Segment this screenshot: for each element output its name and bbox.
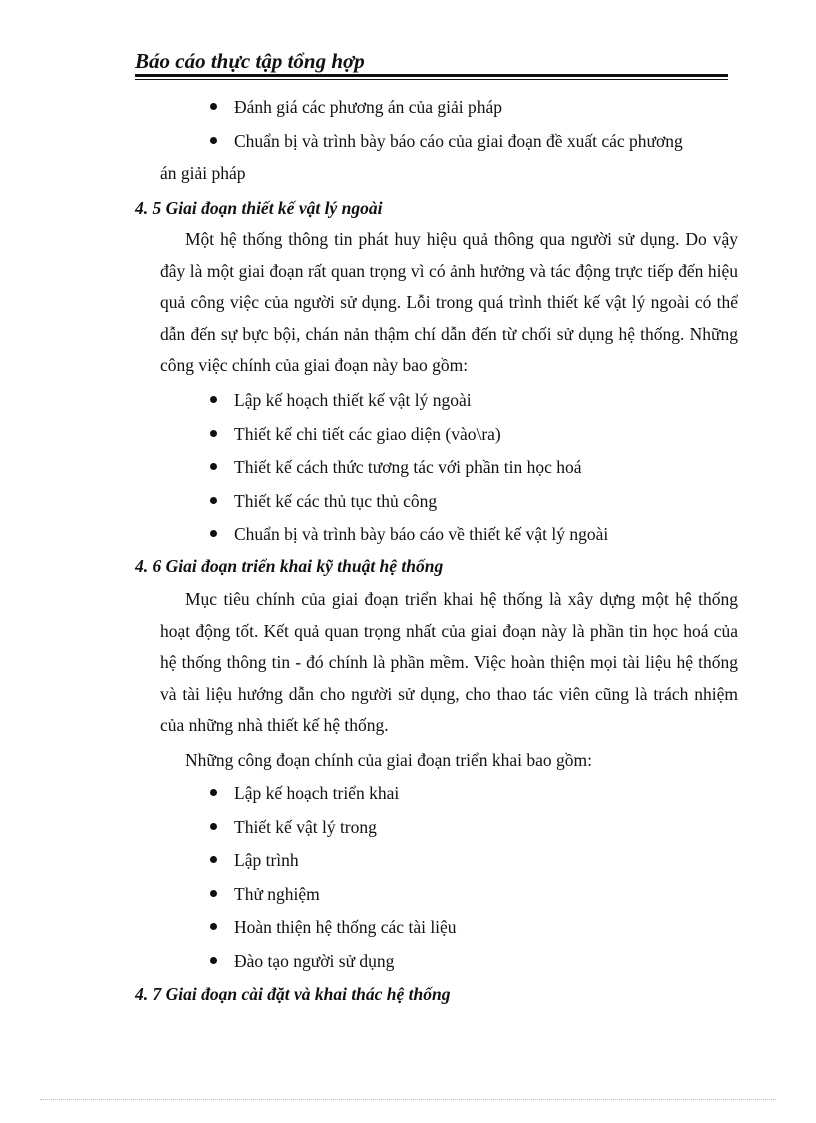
section-4-6-list	[210, 777, 457, 978]
list-item: Thử nghiệm	[210, 878, 457, 912]
list-item: Lập trình	[210, 844, 457, 878]
list-item: Thiết kế chi tiết các giao diện (vào\ra)	[210, 418, 608, 452]
list-item: Đánh giá các phương án của giải pháp	[210, 91, 683, 125]
section-heading-4-7: 4. 7 Giai đoạn cài đặt và khai thác hệ thống	[135, 984, 451, 1004]
section-4-6-paragraph: Mục tiêu chính của giai đoạn triển khai hệ thống là xây dựng một hệ thống hoạt động tốt. Kết quả quan trọng nhất của giai đoạn này là phần tin học hoá của hệ thống thông tin - đó chính là phần mềm. Việc hoàn thiện mọi tài liệu hệ thống và tài liệu hướng dẫn cho người sử dụng, cho thao tác viên cũng là trách nhiệm của những nhà thiết kế hệ thống.	[160, 589, 738, 735]
section-4-5-list	[210, 384, 608, 552]
header-rule-thick	[135, 74, 728, 77]
bullet-icon	[210, 497, 217, 504]
bullet-icon	[210, 137, 217, 144]
bullet-icon	[210, 957, 217, 964]
header-rule-thin	[135, 79, 728, 80]
top-bullet-list	[210, 91, 683, 158]
list-item: Thiết kế các thủ tục thủ công	[210, 485, 608, 519]
bullet-icon	[210, 789, 217, 796]
bullet-icon	[210, 890, 217, 897]
page-bottom-border	[40, 1099, 776, 1100]
bullet-icon	[210, 103, 217, 110]
list-item: Chuẩn bị và trình bày báo cáo của giai đoạn đề xuất các phương	[210, 125, 683, 159]
bullet-icon	[210, 396, 217, 403]
bullet-icon	[210, 823, 217, 830]
list-item: Lập kế hoạch thiết kế vật lý ngoài	[210, 384, 608, 418]
list-item: Hoàn thiện hệ thống các tài liệu	[210, 911, 457, 945]
section-4-5-paragraph: Một hệ thống thông tin phát huy hiệu quả thông qua người sử dụng. Do vậy đây là một giai đoạn rất quan trọng vì có ảnh hưởng và tác động trực tiếp đến hiệu quả công việc của người sử dụng. Lỗi trong quá trình thiết kế vật lý ngoài có thể dẫn đến sự bực bội, chán nản thậm chí dẫn đến từ chối sử dụng hệ thống. Những công việc chính của giai đoạn này bao gồm:	[160, 229, 738, 375]
bullet-icon	[210, 430, 217, 437]
section-4-6-intro: Những công đoạn chính của giai đoạn triển khai bao gồm:	[185, 750, 593, 770]
bullet-icon	[210, 856, 217, 863]
section-heading-4-5: 4. 5 Giai đoạn thiết kế vật lý ngoài	[135, 198, 383, 218]
list-item: Thiết kế cách thức tương tác với phần tin học hoá	[210, 451, 608, 485]
bullet-icon	[210, 530, 217, 537]
list-item: Đào tạo người sử dụng	[210, 945, 457, 979]
list-item: Chuẩn bị và trình bày báo cáo về thiết kế vật lý ngoài	[210, 518, 608, 552]
bullet-icon	[210, 463, 217, 470]
document-title: Báo cáo thực tập tổng hợp	[135, 49, 365, 73]
list-item: Thiết kế vật lý trong	[210, 811, 457, 845]
list-item: Lập kế hoạch triển khai	[210, 777, 457, 811]
list-item-continuation: án giải pháp	[160, 163, 246, 183]
section-heading-4-6: 4. 6 Giai đoạn triển khai kỹ thuật hệ thống	[135, 556, 444, 576]
bullet-icon	[210, 923, 217, 930]
